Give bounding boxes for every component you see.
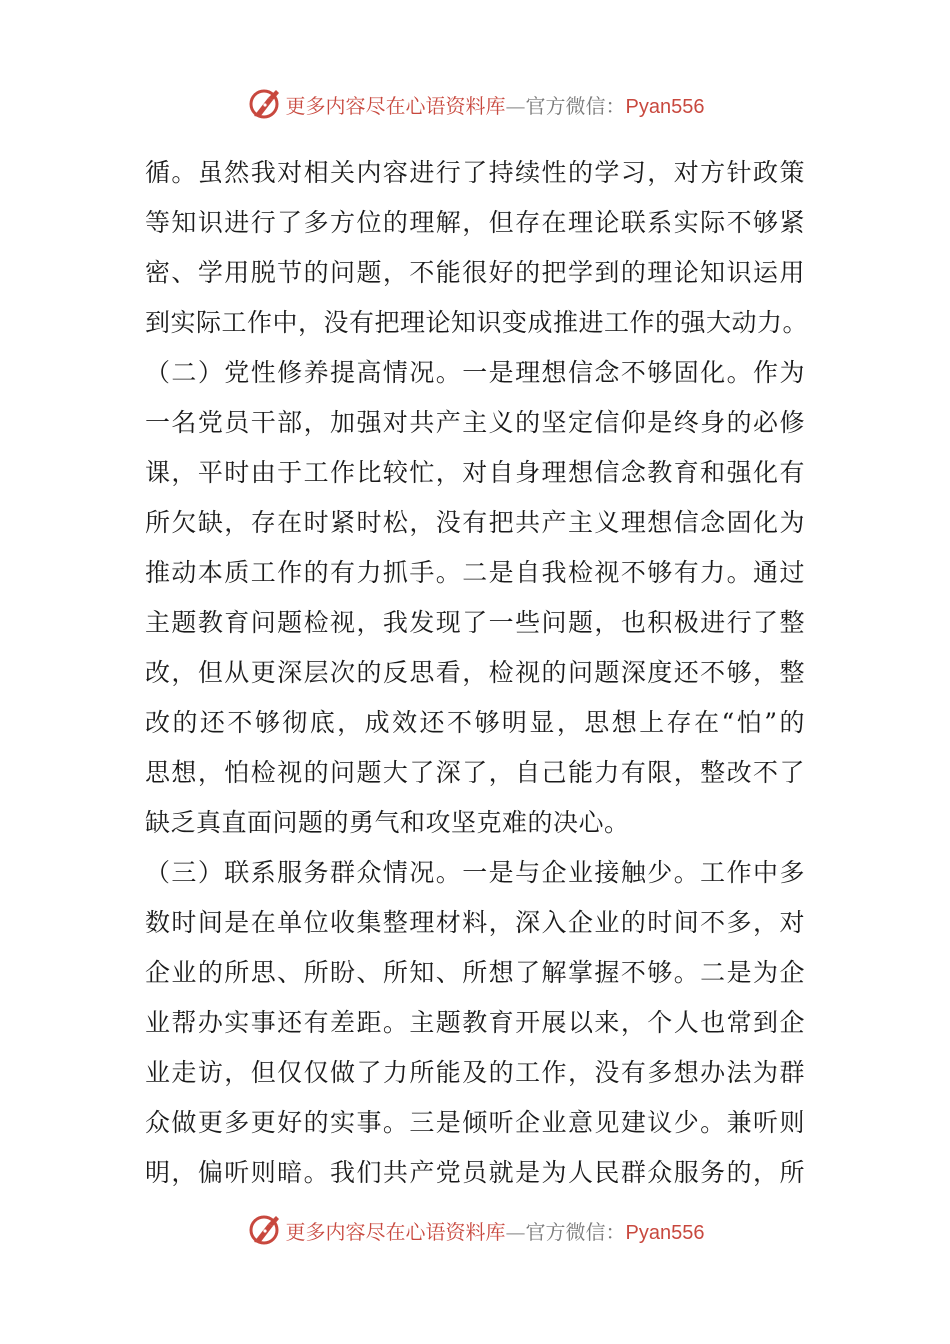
body-line: （二）党性修养提高情况。一是理想信念不够固化。作为: [145, 358, 805, 387]
body-line: 到实际工作中，没有把理论知识变成推进工作的强大动力。: [145, 308, 809, 337]
body-line: 缺乏真直面问题的勇气和攻坚克难的决心。: [145, 808, 630, 837]
banner-wechat-id: Pyan556: [625, 95, 705, 118]
body-line: 众做更多更好的实事。三是倾听企业意见建议少。兼听则: [145, 1108, 805, 1137]
body-line: 循。虽然我对相关内容进行了持续性的学习，对方针政策: [145, 158, 805, 187]
body-line: 改，但从更深层次的反思看，检视的问题深度还不够，整: [145, 658, 805, 687]
banner-dash: —: [505, 93, 526, 118]
body-line: 所欠缺，存在时紧时松，没有把共产主义理想信念固化为: [145, 508, 805, 537]
body-line: 课，平时由于工作比较忙，对自身理想信念教育和强化有: [145, 458, 805, 487]
body-line: 企业的所思、所盼、所知、所想了解掌握不够。二是为企: [145, 958, 805, 987]
banner-wechat-label: 官方微信：: [525, 93, 626, 118]
body-line: 推动本质工作的有力抓手。二是自我检视不够有力。通过: [145, 558, 805, 587]
body-line: 业走访，但仅仅做了力所能及的工作，没有多想办法为群: [145, 1058, 805, 1087]
body-line: （三）联系服务群众情况。一是与企业接触少。工作中多: [145, 858, 805, 887]
body-line: 改的还不够彻底，成效还不够明显，思想上存在“怕”的: [145, 708, 805, 737]
banner-site-text: 更多内容尽在心语资料库: [285, 93, 506, 118]
body-line: 业帮办实事还有差距。主题教育开展以来，个人也常到企: [145, 1008, 805, 1037]
header-banner: [0, 84, 950, 124]
banner-dash: —: [505, 1219, 526, 1244]
body-line: 明，偏听则暗。我们共产党员就是为人民群众服务的，所: [145, 1158, 805, 1187]
banner-wechat-id: Pyan556: [625, 1221, 705, 1244]
banner-site-text: 更多内容尽在心语资料库: [285, 1219, 506, 1244]
body-line: 思想，怕检视的问题大了深了，自己能力有限，整改不了: [145, 758, 805, 787]
document-body: [145, 148, 809, 1198]
body-line: 一名党员干部，加强对共产主义的坚定信仰是终身的必修: [145, 408, 805, 437]
body-line: 等知识进行了多方位的理解，但存在理论联系实际不够紧: [145, 208, 805, 237]
footer-banner: [0, 1210, 950, 1250]
body-line: 主题教育问题检视，我发现了一些问题，也积极进行了整: [145, 608, 805, 637]
banner-wechat-label: 官方微信：: [525, 1219, 626, 1244]
body-line: 密、学用脱节的问题，不能很好的把学到的理论知识运用: [145, 258, 805, 287]
body-line: 数时间是在单位收集整理材料，深入企业的时间不多，对: [145, 908, 805, 937]
pen-nib-logo-icon: [246, 86, 282, 122]
pen-nib-logo-icon: [246, 1212, 282, 1248]
